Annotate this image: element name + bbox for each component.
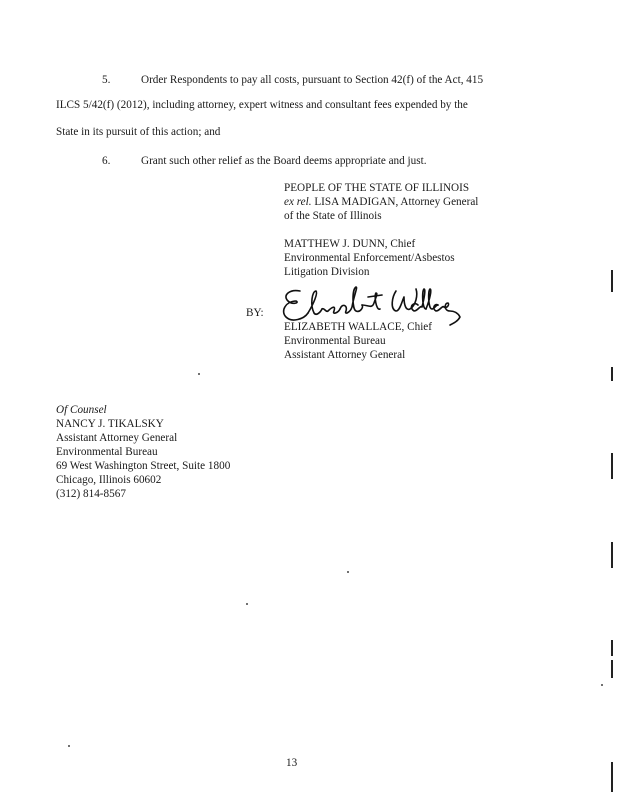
scan-artifact-dot — [246, 603, 248, 605]
signer-line-2: Environmental Bureau — [284, 335, 386, 347]
item-5-line-3: State in its pursuit of this action; and — [56, 126, 221, 138]
counsel-bureau: Environmental Bureau — [56, 446, 158, 458]
scan-artifact-mark — [611, 367, 613, 381]
party-line-3: of the State of Illinois — [284, 210, 382, 222]
item-5-number: 5. — [102, 74, 111, 86]
item-6-number: 6. — [102, 155, 111, 167]
scan-artifact-dot — [198, 373, 200, 375]
page-number: 13 — [286, 757, 298, 769]
by-label: BY: — [246, 307, 264, 319]
counsel-title: Assistant Attorney General — [56, 432, 178, 444]
scan-artifact-mark — [611, 453, 613, 479]
scan-artifact-mark — [611, 270, 613, 292]
scan-artifact-mark — [611, 542, 613, 568]
chief-line-3: Litigation Division — [284, 266, 370, 278]
item-5-line-1: Order Respondents to pay all costs, pursuant to Section 42(f) of the Act, 415 — [141, 74, 484, 86]
scan-artifact-mark — [611, 660, 613, 678]
counsel-address-line-2: Chicago, Illinois 60602 — [56, 474, 162, 486]
scan-artifact-dot — [347, 571, 349, 573]
of-counsel-heading: Of Counsel — [56, 404, 107, 416]
party-line-1: PEOPLE OF THE STATE OF ILLINOIS — [284, 182, 470, 194]
scan-artifact-mark — [611, 640, 613, 656]
attorney-general-name: LISA MADIGAN, Attorney General — [314, 196, 479, 208]
item-6-text: Grant such other relief as the Board deems appropriate and just. — [141, 155, 427, 167]
party-line-2 — [284, 195, 478, 209]
scan-artifact-mark — [611, 762, 613, 792]
item-5-line-2: ILCS 5/42(f) (2012), including attorney, expert witness and consultant fees expended by the — [56, 99, 468, 111]
scan-artifact-dot — [68, 745, 70, 747]
counsel-name: NANCY J. TIKALSKY — [56, 418, 164, 430]
chief-name: MATTHEW J. DUNN, Chief — [284, 238, 416, 250]
signer-name: ELIZABETH WALLACE, Chief — [284, 321, 432, 333]
counsel-address-line-1: 69 West Washington Street, Suite 1800 — [56, 460, 231, 472]
counsel-phone: (312) 814-8567 — [56, 488, 126, 500]
scan-artifact-dot — [601, 684, 603, 686]
ex-rel-label: ex rel. — [284, 196, 312, 208]
signer-line-3: Assistant Attorney General — [284, 349, 406, 361]
chief-line-2: Environmental Enforcement/Asbestos — [284, 252, 455, 264]
